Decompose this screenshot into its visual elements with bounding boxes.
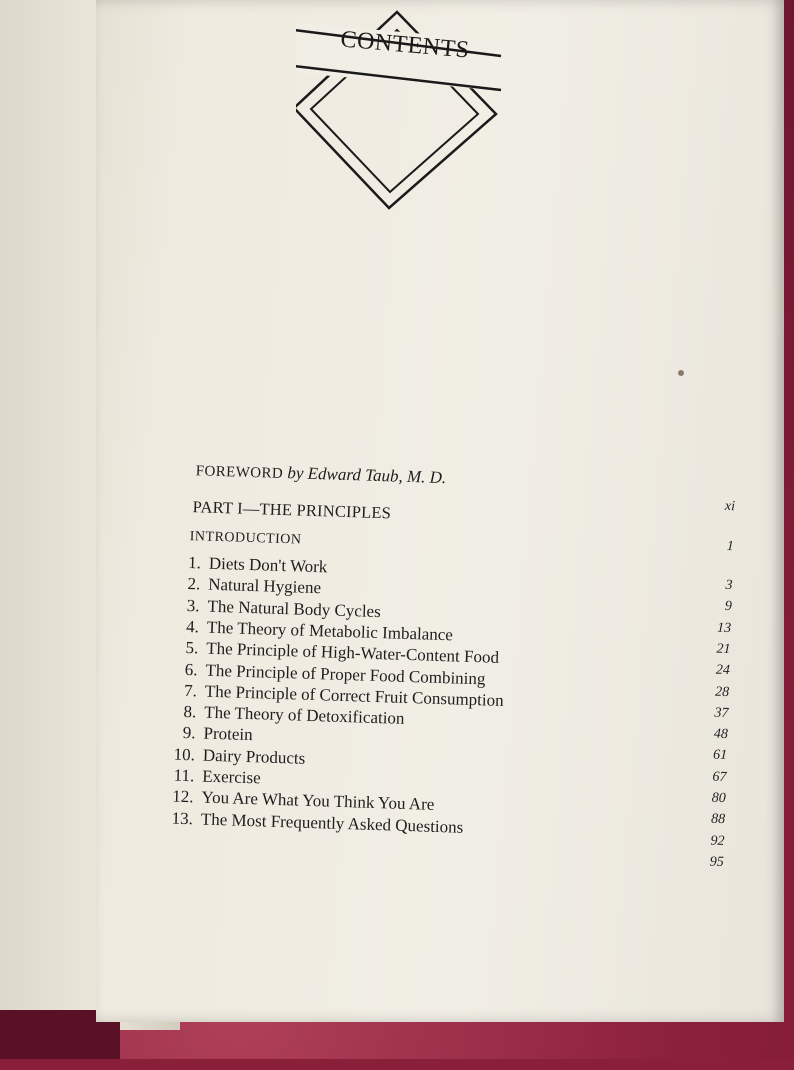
chapter-title: The Theory of Detoxification — [203, 702, 405, 729]
chapter-title: Natural Hygiene — [207, 574, 322, 598]
chapter-title: You Are What You Think You Are — [201, 787, 435, 815]
chapter-page: 80 — [711, 790, 727, 807]
introduction-page: 1 — [726, 538, 734, 555]
chapter-title: Diets Don't Work — [208, 553, 328, 577]
chapter-title: Exercise — [201, 766, 262, 788]
chapter-number: 13. — [171, 808, 194, 828]
chapter-page: 9 — [724, 599, 733, 615]
chapter-number: 4. — [185, 616, 200, 637]
foreword-label: FOREWORD — [195, 463, 284, 482]
chapter-row — [157, 744, 306, 769]
chapter-number: 12. — [172, 786, 194, 807]
chapter-page: 13 — [716, 620, 732, 636]
chapter-title: Protein — [203, 724, 253, 745]
chapter-number: 6. — [184, 659, 198, 679]
chapter-title: The Theory of Metabolic Imbalance — [206, 617, 454, 645]
chapter-number: 9. — [182, 723, 196, 743]
chapter-page: 3 — [725, 577, 733, 594]
chapter-page: 37 — [714, 705, 729, 721]
chapter-title: Dairy Products — [202, 745, 306, 768]
foreword-page: xi — [724, 498, 736, 515]
contents-title: CONTENTS — [339, 26, 471, 64]
chapter-title: The Principle of High-Water-Content Food — [205, 638, 500, 668]
chapter-page: 67 — [712, 769, 727, 785]
chapter-number: 1. — [187, 553, 202, 573]
chapter-number: 8. — [183, 702, 197, 722]
chapter-number: 5. — [185, 638, 199, 658]
chapter-row — [157, 723, 253, 746]
chapter-number: 10. — [173, 744, 196, 765]
chapter-title: The Most Frequently Asked Questions — [200, 809, 464, 837]
chapter-page: 24 — [715, 662, 731, 679]
chapter-page: 48 — [713, 726, 729, 743]
chapter-page: 21 — [716, 641, 731, 658]
chapter-page: 88 — [710, 811, 726, 828]
chapter-page: 28 — [714, 684, 730, 700]
final-page-number: 95 — [709, 854, 725, 870]
chapter-number: 11. — [173, 765, 195, 786]
chapter-number: 3. — [186, 595, 200, 616]
chapter-number: 7. — [183, 680, 198, 701]
foreword-line — [196, 460, 447, 488]
chapter-page: 61 — [712, 748, 728, 764]
chapter-number: 2. — [187, 574, 201, 594]
foreword-author: by Edward Taub, M. D. — [287, 463, 447, 488]
chapter-row — [156, 765, 261, 788]
part-title: PART I—THE PRINCIPLES — [192, 497, 392, 523]
introduction-label: INTRODUCTION — [189, 529, 302, 548]
chapter-title: The Natural Body Cycles — [207, 596, 382, 621]
chapter-title: The Principle of Proper Food Combining — [205, 660, 486, 688]
chapter-page: 92 — [710, 833, 725, 849]
chapter-title: The Principle of Correct Fruit Consumption — [204, 681, 504, 710]
